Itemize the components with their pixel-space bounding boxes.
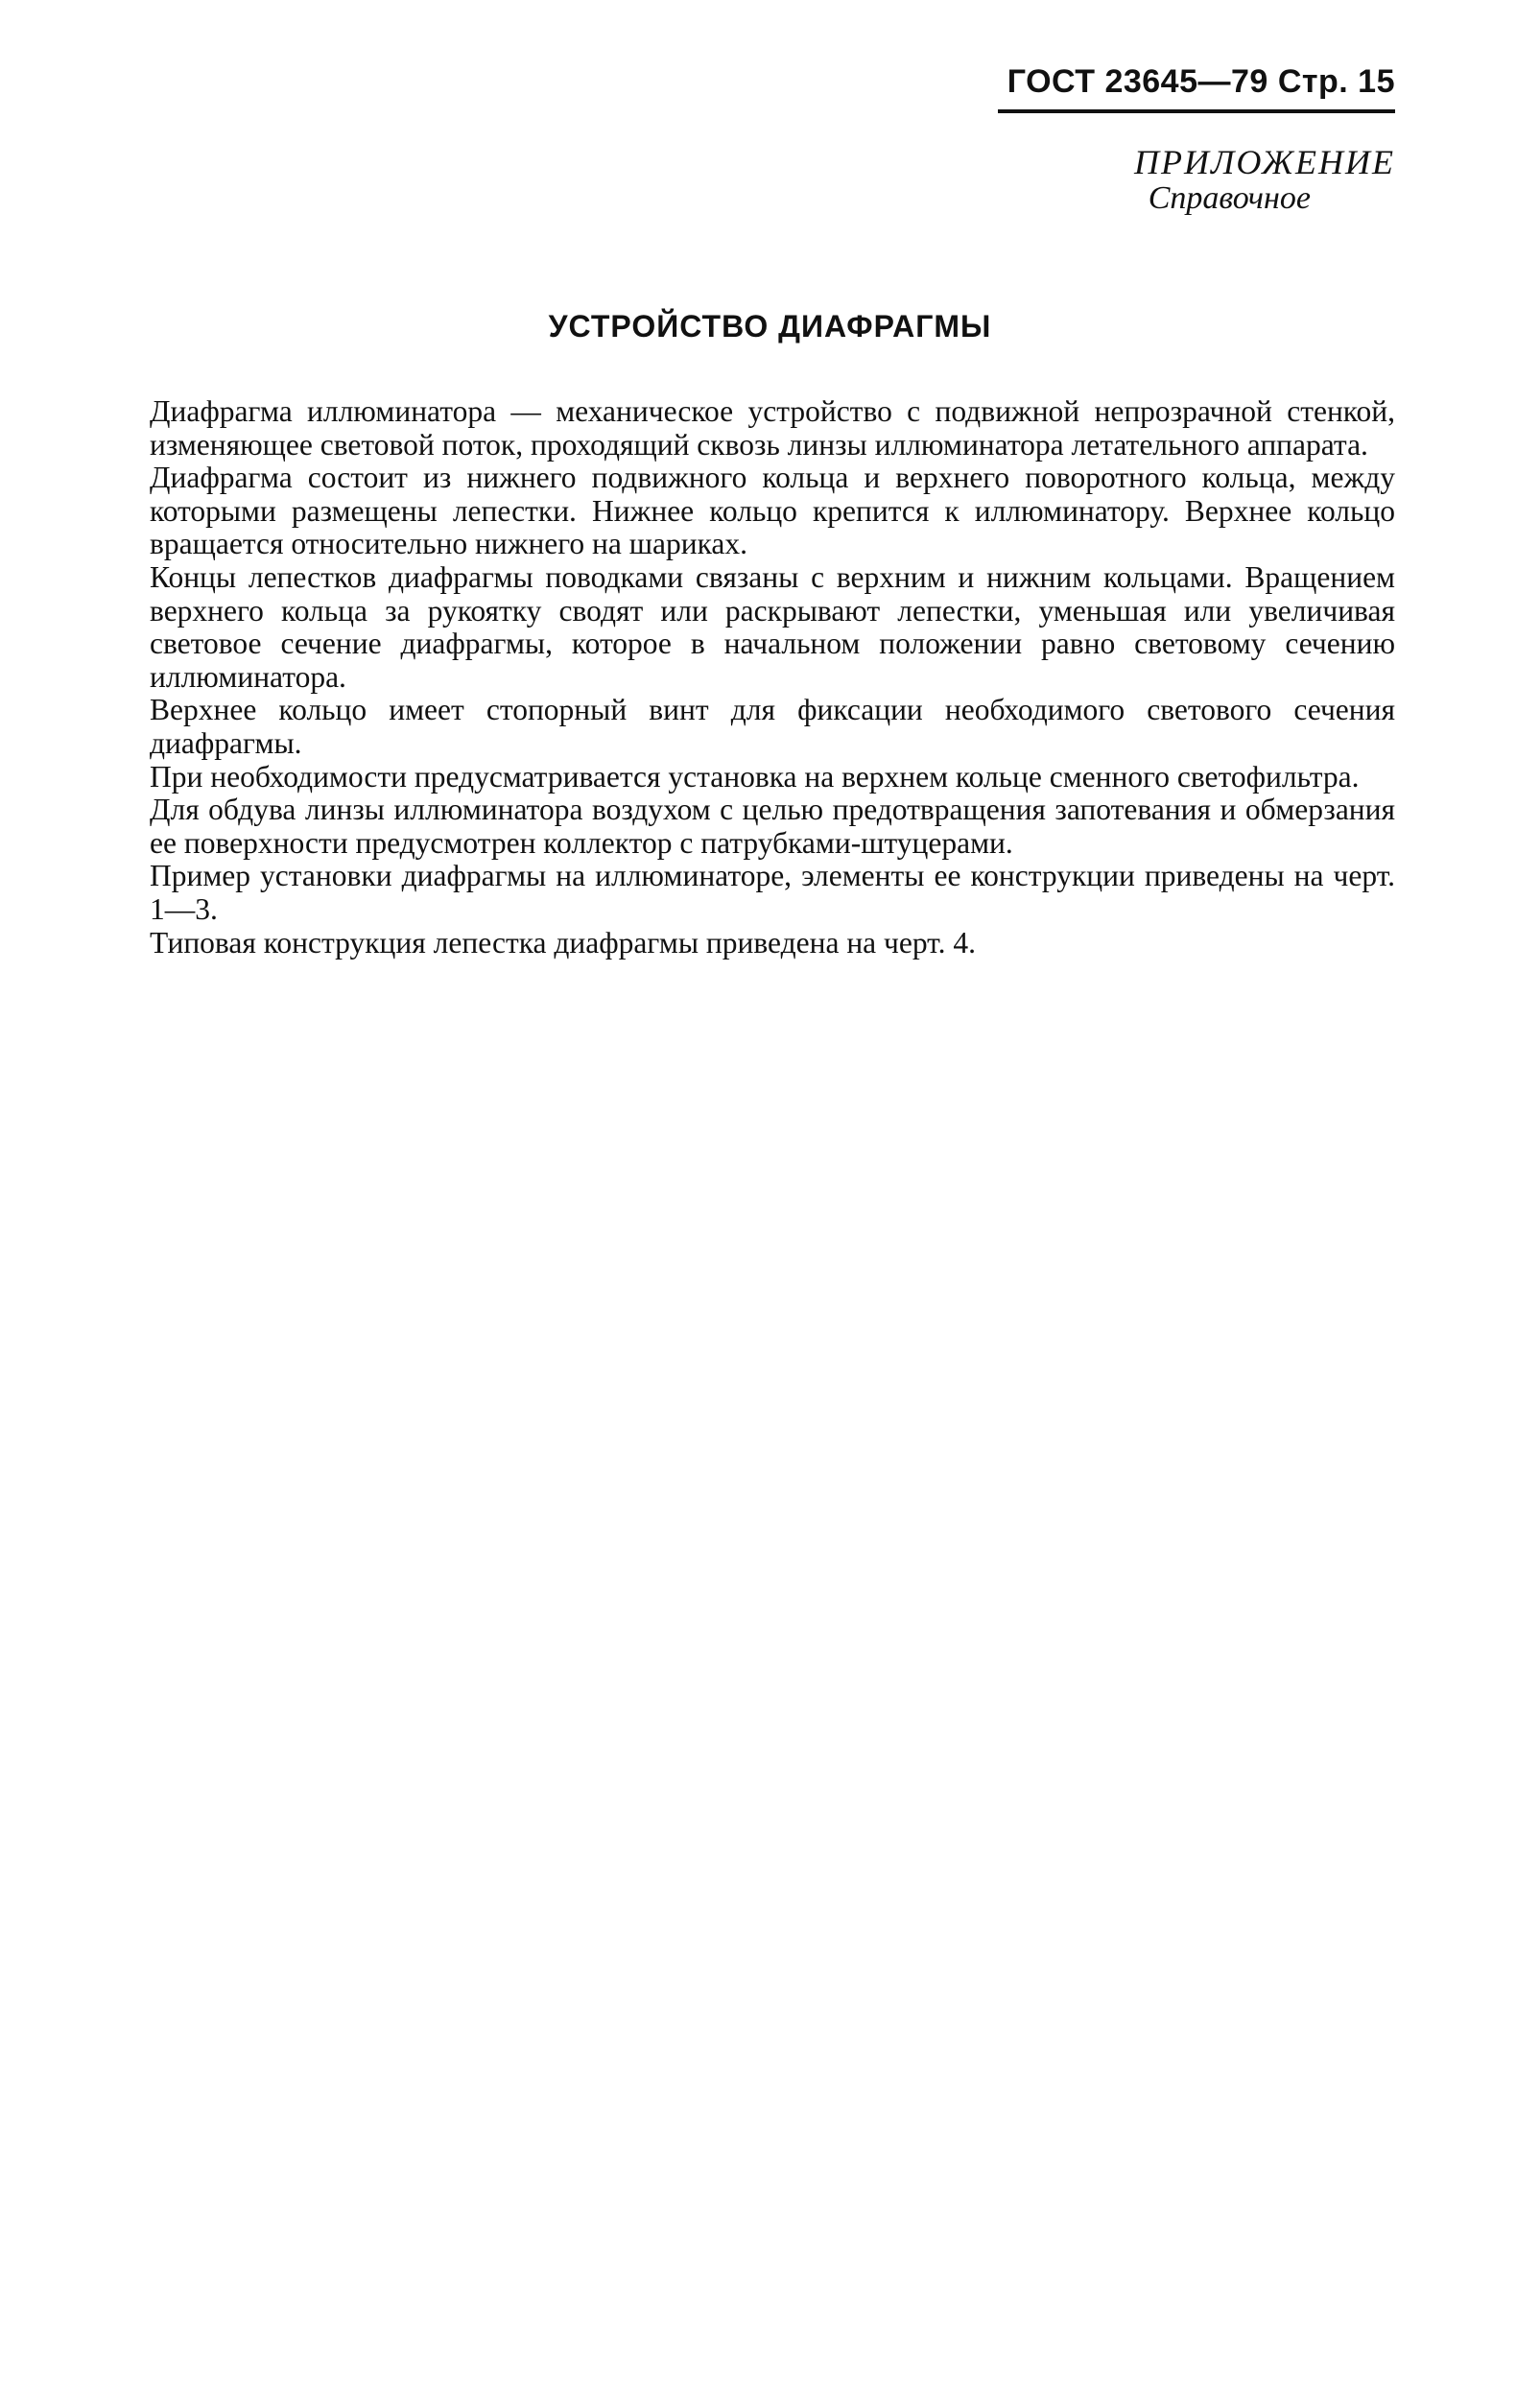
paragraph-text: Верхнее кольцо имеет стопорный винт для фиксации необходимого светового сечения диафрагмы. [150,693,1395,760]
paragraph-text: Для обдува линзы иллюминатора воздухом с целью предотвращения запотевания и обмерзания ее поверхности предусмотрен коллектор с патрубками-штуцерами. [150,793,1395,860]
paragraph-text: Диафрагма состоит из нижнего подвижного кольца и верхнего поворотного кольца, между которыми размещены лепестки. Нижнее кольцо крепится к иллюминатору. Верхнее кольцо вращается относительно нижнего на шариках. [150,461,1395,561]
header-rule [998,109,1395,113]
paragraph-text: При необходимости предусматривается установка на верхнем кольце сменного светофильтра. [150,759,1360,794]
section-title: УСТРОЙСТВО ДИАФРАГМЫ [548,309,992,344]
paragraph-text: Пример установки диафрагмы на иллюминаторе, элементы ее конструкции приведены на черт. 1—3. [150,859,1395,926]
paragraph [150,860,1395,926]
paragraph [150,395,1395,462]
standard-number: ГОСТ 23645—79 [1007,63,1268,100]
paragraph-text: Диафрагма иллюминатора — механическое устройство с подвижной непрозрачной стенкой, изменяющее световой поток, проходящий сквозь линзы иллюминатора летательного аппарата. [150,394,1395,462]
page-number: Стр. 15 [1277,63,1395,100]
appendix-label: ПРИЛОЖЕНИЕ [1134,143,1395,181]
paragraph [150,761,1395,794]
paragraph [150,794,1395,860]
page-header [988,63,1395,101]
appendix-type: Справочное [1148,180,1311,216]
body-text [150,395,1395,960]
paragraph [150,462,1395,561]
paragraph-text: Типовая конструкция лепестка диафрагмы приведена на черт. 4. [150,925,976,960]
paragraph [150,561,1395,694]
paragraph-text: Концы лепестков диафрагмы поводками связаны с верхним и нижним кольцами. Вращением верхнего кольца за рукоятку сводят или раскрывают лепестки, уменьшая или увеличивая световое сечение диафрагмы, которое в начальном положении равно световому сечению иллюминатора. [150,559,1395,694]
paragraph [150,694,1395,760]
paragraph [150,927,1395,960]
